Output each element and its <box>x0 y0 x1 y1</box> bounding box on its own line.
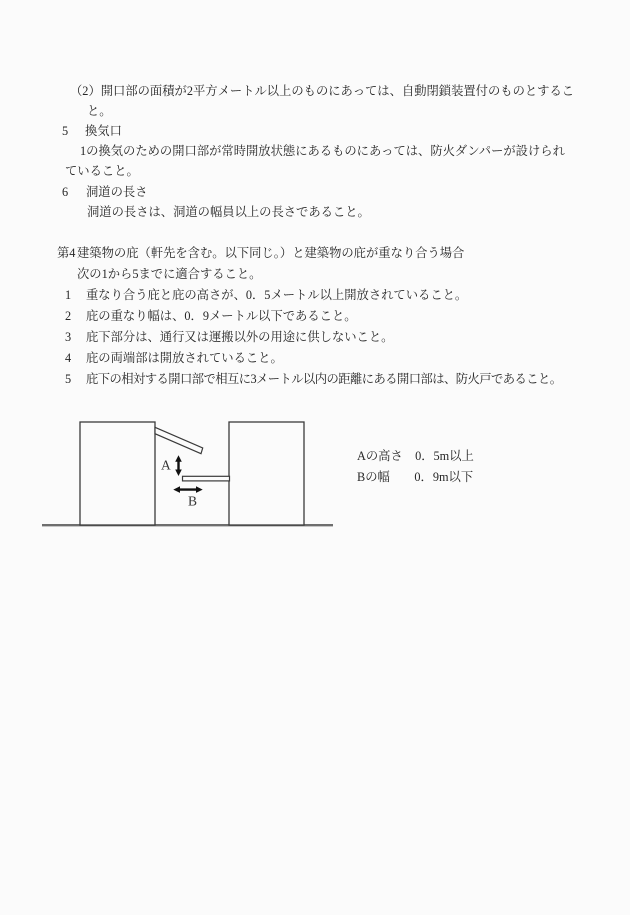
item-number: 5 <box>65 372 72 386</box>
clause-text-wrap: ていること。 <box>65 164 139 178</box>
item-number: 4 <box>65 351 72 365</box>
clause-text: 次の1から5までに適合すること。 <box>77 267 262 281</box>
sloped-eave <box>155 427 203 453</box>
legend-line-b: Bの幅 0．9m以下 <box>357 470 474 484</box>
doc-line <box>0 161 630 181</box>
clause-text-wrap: と。 <box>87 104 112 118</box>
doc-line <box>0 202 630 222</box>
legend-line-a: Aの高さ 0．5m以上 <box>357 449 474 463</box>
dimension-arrow-a <box>175 455 182 476</box>
item-text: 庇下の相対する開口部で相互に3メートル以内の距離にある開口部は、防火戸であること。 <box>86 372 562 386</box>
right-building <box>229 422 304 525</box>
doc-line <box>0 81 630 101</box>
doc-line <box>0 369 630 389</box>
item-title: 換気口 <box>85 124 122 138</box>
section-title: 建築物の庇（軒先を含む。以下同じ。）と建築物の庇が重なり合う場合 <box>77 246 465 260</box>
clause-text: 1の換気のための開口部が常時開放状態にあるものにあっては、防火ダンパーが設けられ <box>80 144 565 158</box>
item-text: 重なり合う庇と庇の高さが、0．5メートル以上開放されていること。 <box>86 288 468 302</box>
clause-text: （2）開口部の面積が2平方メートル以上のものにあっては、自動閉鎖装置付のものとするこ <box>70 84 575 98</box>
item-text: 庇の重なり幅は、0．9メートル以下であること。 <box>86 309 357 323</box>
doc-line <box>0 285 630 305</box>
doc-line <box>0 121 630 141</box>
label-a: A <box>161 457 171 473</box>
doc-line <box>0 101 630 121</box>
item-title: 洞道の長さ <box>86 185 148 199</box>
label-b: B <box>188 493 198 509</box>
item-number: 5 <box>62 124 69 138</box>
left-building <box>80 422 155 525</box>
doc-line <box>0 327 630 347</box>
doc-line <box>0 182 630 202</box>
item-number: 3 <box>65 330 72 344</box>
item-text: 庇の両端部は開放されていること。 <box>86 351 283 365</box>
item-number: 6 <box>62 185 69 199</box>
horizontal-eave <box>183 476 230 481</box>
item-text: 庇下部分は、通行又は運搬以外の用途に供しないこと。 <box>86 330 394 344</box>
doc-line <box>0 348 630 368</box>
item-number: 2 <box>65 309 72 323</box>
doc-line <box>0 264 630 284</box>
clause-text: 洞道の長さは、洞道の幅員以上の長さであること。 <box>87 205 370 219</box>
eaves-diagram <box>30 405 350 540</box>
dimension-arrow-b <box>173 486 202 493</box>
section-heading <box>0 243 630 263</box>
section-number: 第4 <box>57 246 76 260</box>
item-number: 1 <box>65 288 72 302</box>
doc-line <box>0 141 630 161</box>
doc-line <box>0 306 630 326</box>
